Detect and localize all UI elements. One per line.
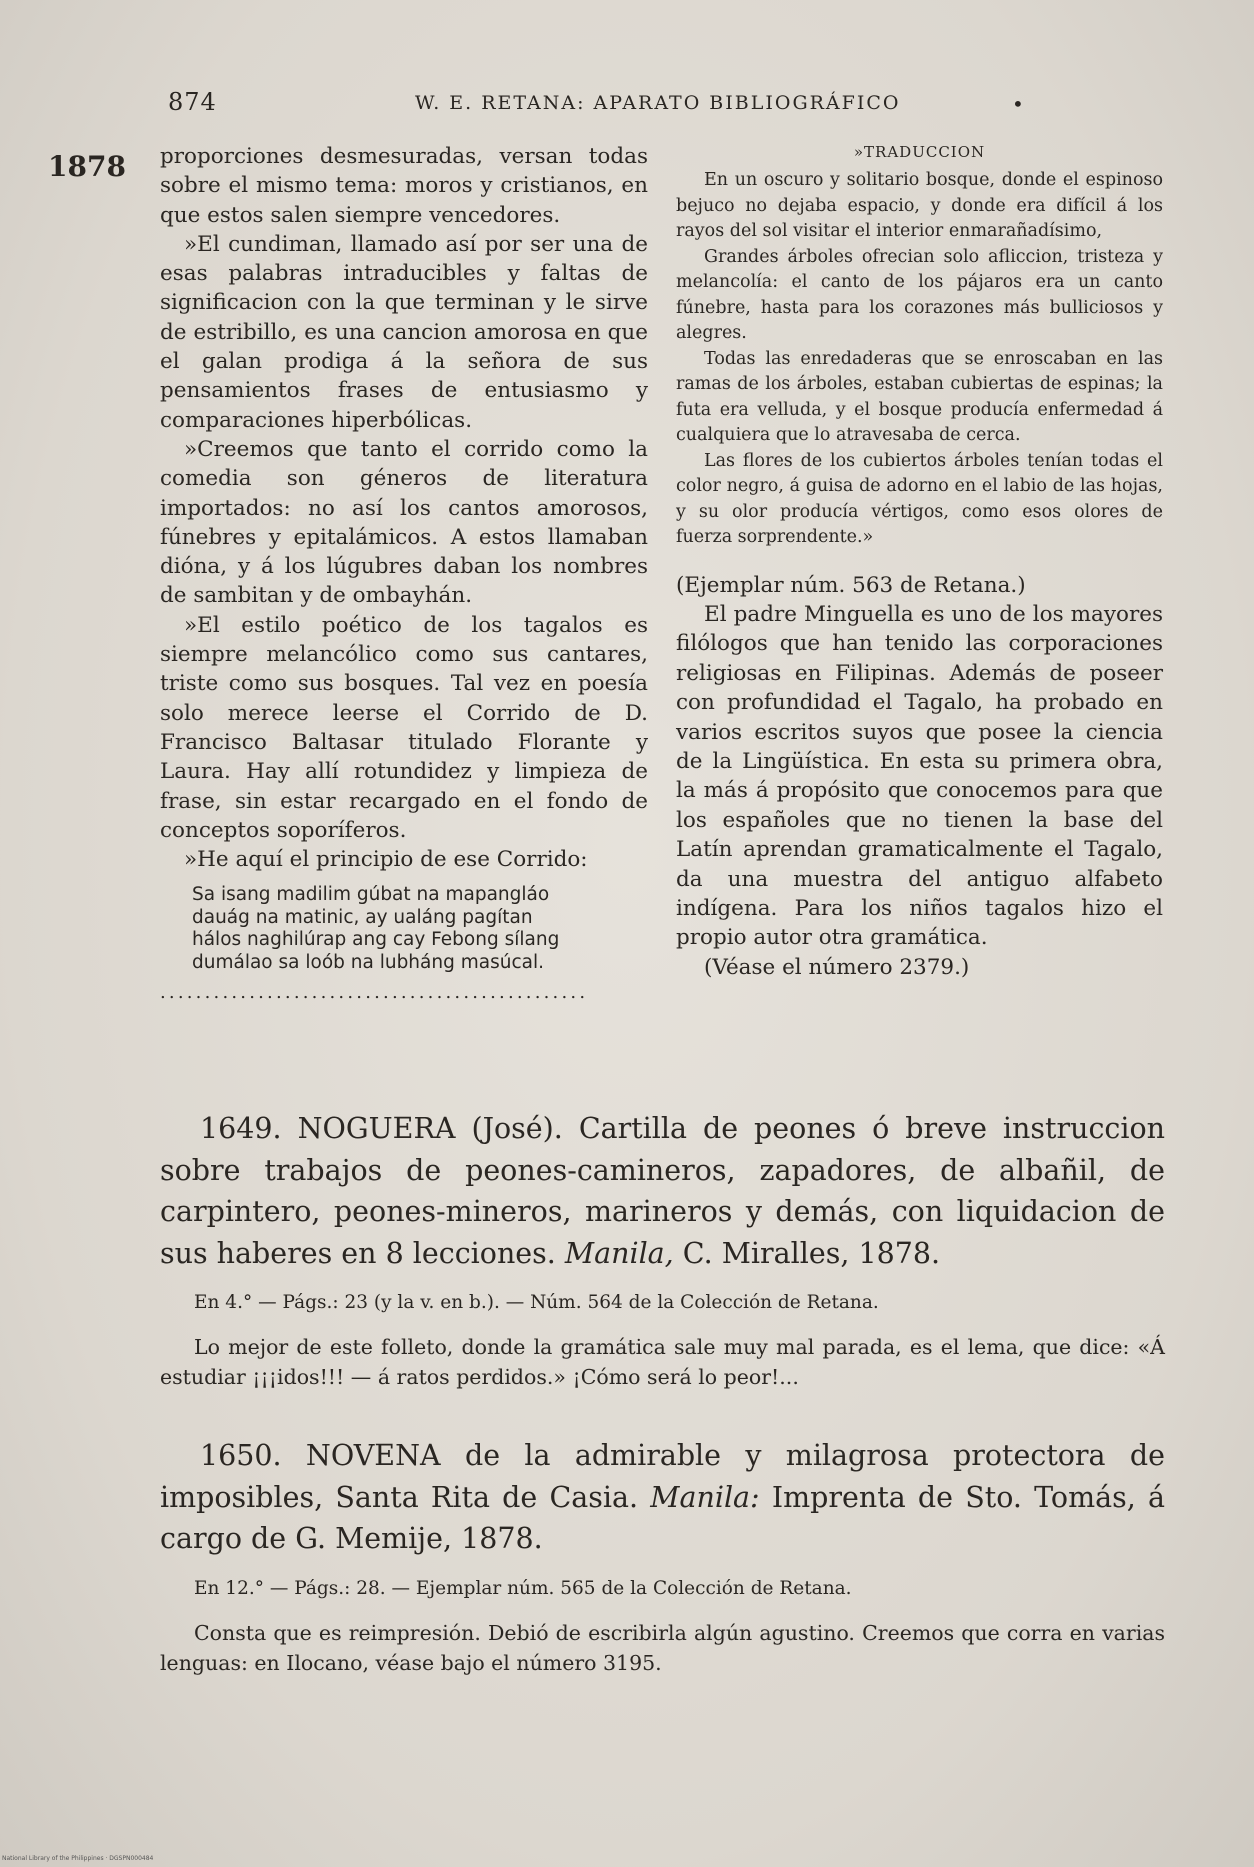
entry-place: Manila: <box>650 1480 760 1514</box>
entry-note: Consta que es reimpresión. Debió de escribirla algún agustino. Creemos que corra en varias lenguas: en Ilocano, véase bajo el número 3195. <box>160 1620 1165 1675</box>
ellipsis-dots: ................................................ <box>160 982 589 1004</box>
tagalog-poem <box>160 884 648 974</box>
entry-title: Cartilla de peones ó breve instruccion sobre trabajos de peones-camineros, zapadores, de albañil, de carpintero, peones-mineros, marineros y demás, con liquidacion de sus haberes en 8 lecciones. <box>160 1112 1165 1270</box>
margin-year: 1878 <box>48 150 126 183</box>
page-number: 874 <box>168 88 217 116</box>
translation-paragraph: Todas las enredaderas que se enroscaban en las ramas de los árboles, estaban cubiertas de espinas; la futa era velluda, y el bosque producía enfermedad á cualquiera que lo atravesaba de cerca. <box>676 348 1163 445</box>
right-column <box>676 142 1163 982</box>
poem-line: dauág na matinic, ay ualáng pagítan <box>192 906 533 928</box>
entry-place: Manila, <box>564 1236 674 1270</box>
entry-heading <box>160 1108 1165 1274</box>
entry-imprint: C. Miralles, 1878. <box>682 1236 941 1270</box>
translation-paragraph: En un oscuro y solitario bosque, donde el espinoso bejuco no dejaba espacio, y donde era difícil á los rayos del sol visitar el interior enmarañadísimo, <box>676 170 1163 241</box>
running-title: W. E. RETANA: APARATO BIBLIOGRÁFICO <box>415 92 901 114</box>
left-paragraph: »El cundiman, llamado así por ser una de esas palabras intraducibles y faltas de significacion con la que terminan y le sirve de estribillo, es una cancion amorosa en que el galan prodiga á la señora de sus pensamientos frases de entusiasmo y comparaciones hiperbólicas. <box>160 231 648 433</box>
poem-line: Sa isang madilim gúbat na mapangláo <box>192 884 550 906</box>
ejemplar-note: (Ejemplar núm. 563 de Retana.) <box>676 572 1026 598</box>
translation-text <box>676 168 1163 551</box>
translation-paragraph: Las flores de los cubiertos árboles tenían todas el color negro, á guisa de adorno en el labio de las hojas, y su olor producía vértigos, como esos olores de fuerza sorprendente.» <box>676 450 1163 547</box>
entry-imprint: Imprenta de Sto. Tomás, á cargo de G. Memije, 1878. <box>160 1480 1165 1555</box>
poem-line: dumálao sa loób na lubháng masúcal. <box>192 951 544 973</box>
left-paragraph: »Creemos que tanto el corrido como la comedia son géneros de literatura importados: no así los cantos amorosos, fúnebres y epitalámicos. A estos llamaban dióna, y á los lúgubres daban los nombres de sambitan y de ombayhán. <box>160 436 648 609</box>
right-commentary <box>676 571 1163 983</box>
entry-meta: En 4.° — Págs.: 23 (y la v. en b.). — Núm. 564 de la Colección de Retana. <box>194 1292 879 1313</box>
entry-note: Lo mejor de este folleto, donde la gramática sale muy mal parada, es el lema, que dice: «Á estudiar ¡¡¡idos!!! — á ratos perdidos.» ¡Cómo será lo peor!... <box>160 1335 1165 1389</box>
entry-heading <box>160 1435 1165 1560</box>
poem-line: hálos naghilúrap ang cay Febong sílang <box>192 929 560 951</box>
translation-label: »TRADUCCION <box>853 143 986 161</box>
scan-footer: National Library of the Philippines · DGSPN000484 <box>2 1855 154 1862</box>
left-column <box>160 142 648 1008</box>
left-paragraph: »He aquí el principio de ese Corrido: <box>184 847 588 873</box>
entry-author: NOGUERA (José). <box>297 1112 563 1145</box>
entry-number: 1649. <box>200 1112 282 1145</box>
left-paragraph: »El estilo poético de los tagalos es siempre melancólico como sus cantares, triste como sus bosques. Tal vez en poesía solo merece leerse el Corrido de D. Francisco Baltasar titulado Florante y Laura. Hay allí rotundidez y limpieza de frase, sin estar recargado en el fondo de conceptos soporíferos. <box>160 612 648 843</box>
see-also-note: (Véase el número 2379.) <box>704 954 970 980</box>
entry-title: NOVENA de la admirable y milagrosa protectora de imposibles, Santa Rita de Casia. <box>160 1439 1165 1514</box>
entry-number: 1650. <box>200 1439 282 1472</box>
commentary-paragraph: El padre Minguella es uno de los mayores filólogos que han tenido las corporaciones religiosas en Filipinas. Además de poseer con profundidad el Tagalo, ha probado en varios escritos suyos que posee la ciencia de la Lingüística. En esta su primera obra, la más á propósito que conocemos para que los españoles que no tienen la base del Latín aprendan gramaticalmente el Tagalo, da una muestra del antiguo alfabeto indígena. Para los niños tagalos hizo el propio autor otra gramática. <box>676 601 1163 951</box>
left-paragraph: proporciones desmesuradas, versan todas sobre el mismo tema: moros y cristianos, en que estos salen siempre vencedores. <box>160 144 648 228</box>
entry-1650 <box>160 1435 1165 1678</box>
translation-paragraph: Grandes árboles ofrecian solo afliccion, tristeza y melancolía: el canto de los pájaros era un canto fúnebre, hasta para los corazones más bulliciosos y alegres. <box>676 246 1163 343</box>
entry-1649 <box>160 1108 1165 1392</box>
entry-meta: En 12.° — Págs.: 28. — Ejemplar núm. 565 de la Colección de Retana. <box>194 1577 852 1599</box>
header-ornament: • <box>1012 92 1025 116</box>
